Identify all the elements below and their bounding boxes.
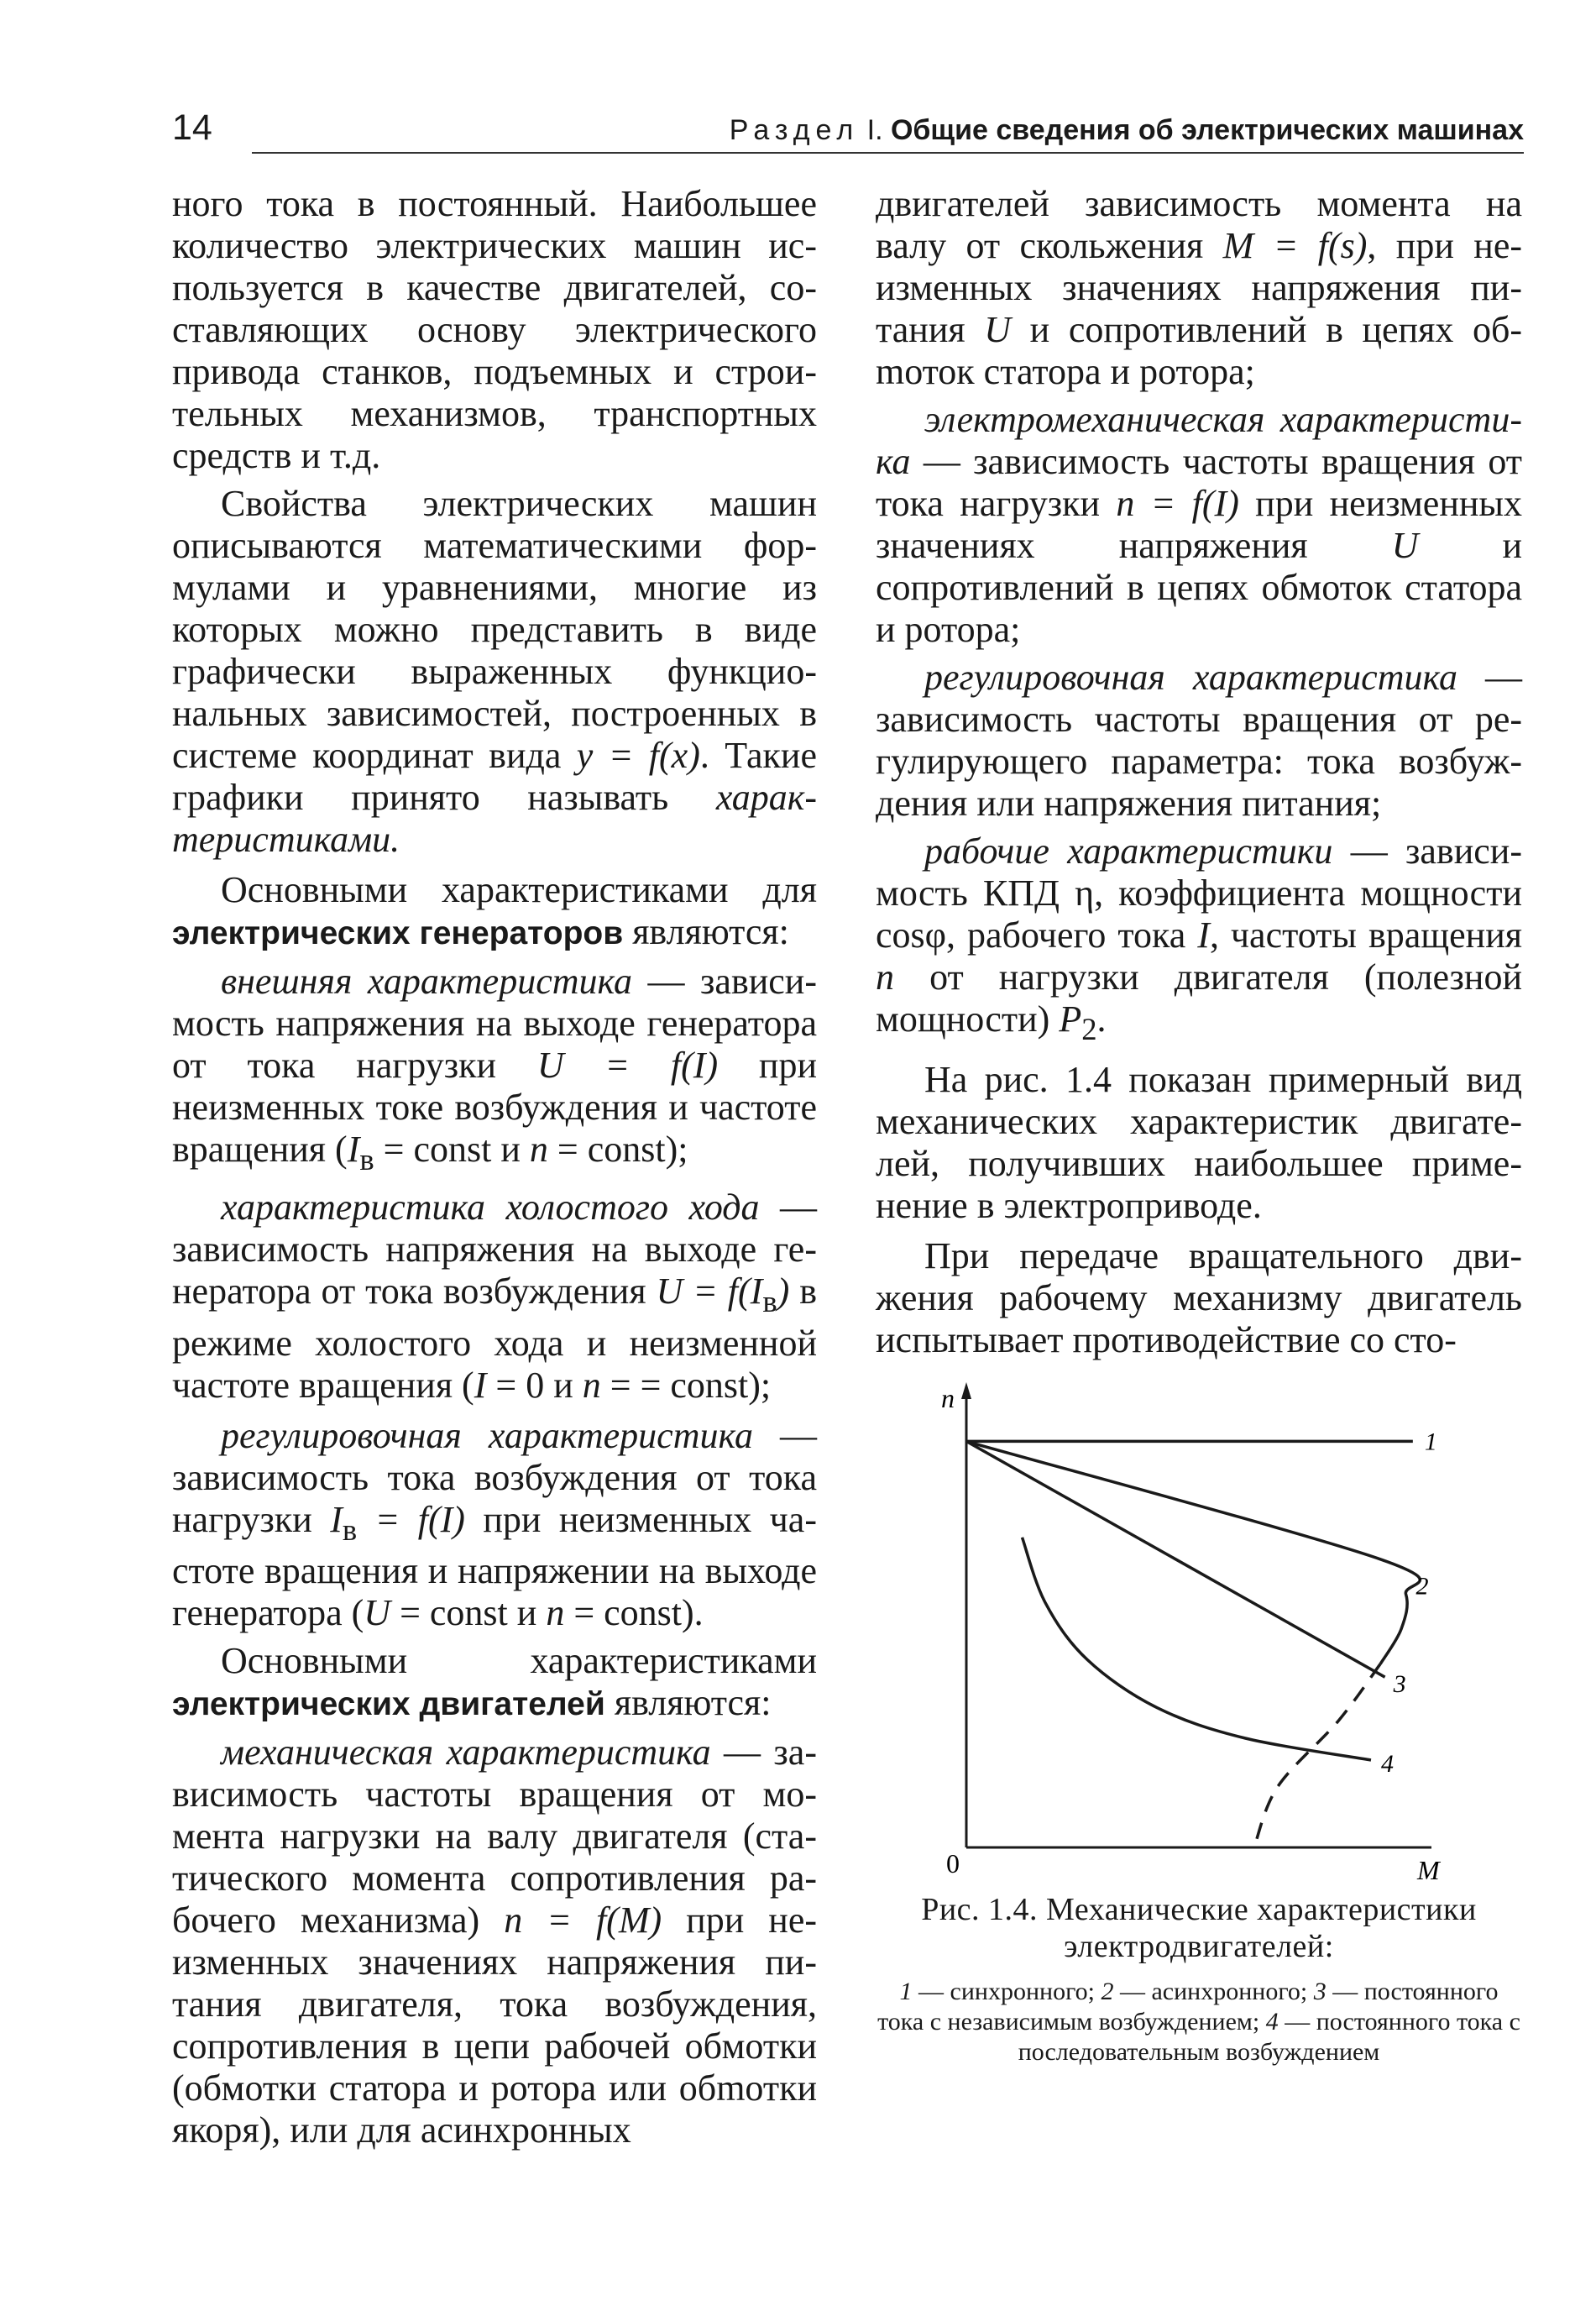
x-axis-label: M (1417, 1855, 1440, 1885)
origin-label: 0 (946, 1848, 960, 1878)
right-column (876, 183, 1522, 1367)
definition-item: внешняя характеристика — зависимость напряжения на выходе генератора от тока нагрузки U = f(I) при неизменных токе возбуждения и частоте вращения ($I_в$ = const и n = const); (172, 961, 818, 1176)
bold-term: электрических двигателей (172, 1686, 605, 1723)
paragraph: На рис. 1.4 показан примерный вид механических характеристик двигателей, получивших наибольшее применение в электроприводе. (876, 1058, 1522, 1226)
y-axis-label: n (941, 1383, 955, 1413)
paragraph: Основными характеристиками для электрических генераторов являются: (172, 869, 817, 952)
bold-term: электрических генераторов (172, 915, 624, 951)
definition-item: рабочие характеристики — зависимость КПД η, коэффициента мощности cosφ, рабочего тока I, частоты вращения n от нагрузки двигателя (полезной мощности) $P_2$. (876, 831, 1522, 1046)
term: регулировочная характеристика (221, 1414, 753, 1456)
definition-item: регулировочная характеристика — зависимость частоты вращения от регулирующего параметра: тока возбуждения или напряжения питания; (876, 657, 1522, 824)
definition-item: электромеханическая характеристика — зависимость частоты вращения от тока нагрузки n = f(I) при неизменных значениях напряжения U и сопротивлений в цепях обмоток статора и ротора; (876, 399, 1523, 650)
definition-item: регулировочная характеристика — зависимость тока возбуждения от тока нагрузки $I_в = f(I)$ при неизменных частоте вращения и напряжении на выходе генератора (U = const и n = const). (172, 1414, 817, 1634)
term: внешняя характеристика (221, 961, 632, 1002)
paragraph: ного тока в постоянный. Наибольшее количество электрических машин используется в качестве двигателей, составляющих основу электрического привода станков, подъемных и строительных механизмов, транспортных средств и т.д. (172, 183, 817, 476)
series-2-line (966, 1441, 1420, 1664)
series-4-label: 4 (1380, 1750, 1394, 1778)
legend-num-2: 2 (1101, 1978, 1114, 2005)
section-title: Общие сведения об электрических машинах (890, 114, 1524, 146)
term: регулировочная характеристика (924, 657, 1457, 698)
series-layer (966, 1428, 1437, 1845)
term: механическая характеристика (221, 1732, 711, 1774)
paragraph: двигателей зависимость момента на валу от скольжения M = f(s), при неизменных значениях напряжения питания U и сопротивлений в цепях обmоток статора и ротора; (876, 183, 1523, 392)
section-number: I. (866, 114, 883, 146)
series-3-label: 3 (1393, 1670, 1406, 1699)
formula: M = f(s) (1222, 225, 1368, 266)
legend-num-4: 4 (1265, 2008, 1279, 2036)
formula: y = f(x) (576, 735, 700, 776)
section-label: Раздел (729, 114, 860, 146)
series-2-dashed (1254, 1664, 1380, 1846)
paragraph: При передаче вращательного движения рабочему механизму двигатель испытывает противодействие со сто- (876, 1234, 1522, 1360)
running-head (730, 114, 1524, 147)
y-axis-arrow (961, 1382, 971, 1399)
series-1-label: 1 (1424, 1428, 1437, 1456)
formula: = f(I) (357, 1498, 465, 1540)
term: характеристика холостого хода (221, 1186, 760, 1228)
mechanical-characteristics-chart (876, 1377, 1522, 1889)
term: электромеханическая характеристика (876, 399, 1522, 482)
series-2-label: 2 (1415, 1572, 1429, 1601)
paragraph: Основными характеристиками электрических двигателей являются: (172, 1640, 817, 1724)
page-header (172, 107, 1524, 158)
figure-legend: 1 — синхронного; 2 — асинхронного; 3 — постоянного тока с независимым возбуждением; 4 — постоянного тока с последовательным возбуждением (877, 1978, 1520, 2066)
term: рабочие характеристики (924, 831, 1333, 872)
formula: n = f(I) (1116, 483, 1239, 524)
definition-item: механическая характеристика — зависимость частоты вращения от момента нагрузки на валу двигателя (статического момента сопротивления рабочего механизма) n = f(M) при неизменных значениях напряжения питания двигателя, тока возбуждения, сопротивления в цепи рабочей обмотки (обмотки статора и ротора или обmотки якоря), или для асинхронных (172, 1732, 818, 2151)
definition-item: характеристика холостого хода — зависимость напряжения на выходе генератора от тока возбуждения $U = f(I_в)$ в режиме холостого хода и неизменной частоте вращения (I = 0 и n = = const); (172, 1186, 818, 1406)
figure-caption: Рис. 1.4. Механические характеристики электродвигателей: (921, 1892, 1477, 1964)
left-column (172, 183, 817, 2157)
term: характеристиками. (172, 777, 817, 860)
paragraph: Свойства электрических машин описываются математическими формулами и уравнениями, многие из которых можно представить в виде графически выраженных функциональных зависимостей, построенных в системе координат вида y = f(x). Такие графики принято называть характеристиками. (172, 483, 818, 860)
page-number: 14 (172, 107, 212, 148)
formula: U = f(I (656, 1270, 763, 1312)
header-rule (252, 152, 1524, 154)
figure-1-4 (876, 1377, 1522, 2067)
formula: n = f(M) (504, 1899, 662, 1941)
legend-num-1: 1 (899, 1978, 913, 2005)
legend-num-3: 3 (1313, 1978, 1327, 2005)
formula: U = f(I) (536, 1045, 719, 1086)
